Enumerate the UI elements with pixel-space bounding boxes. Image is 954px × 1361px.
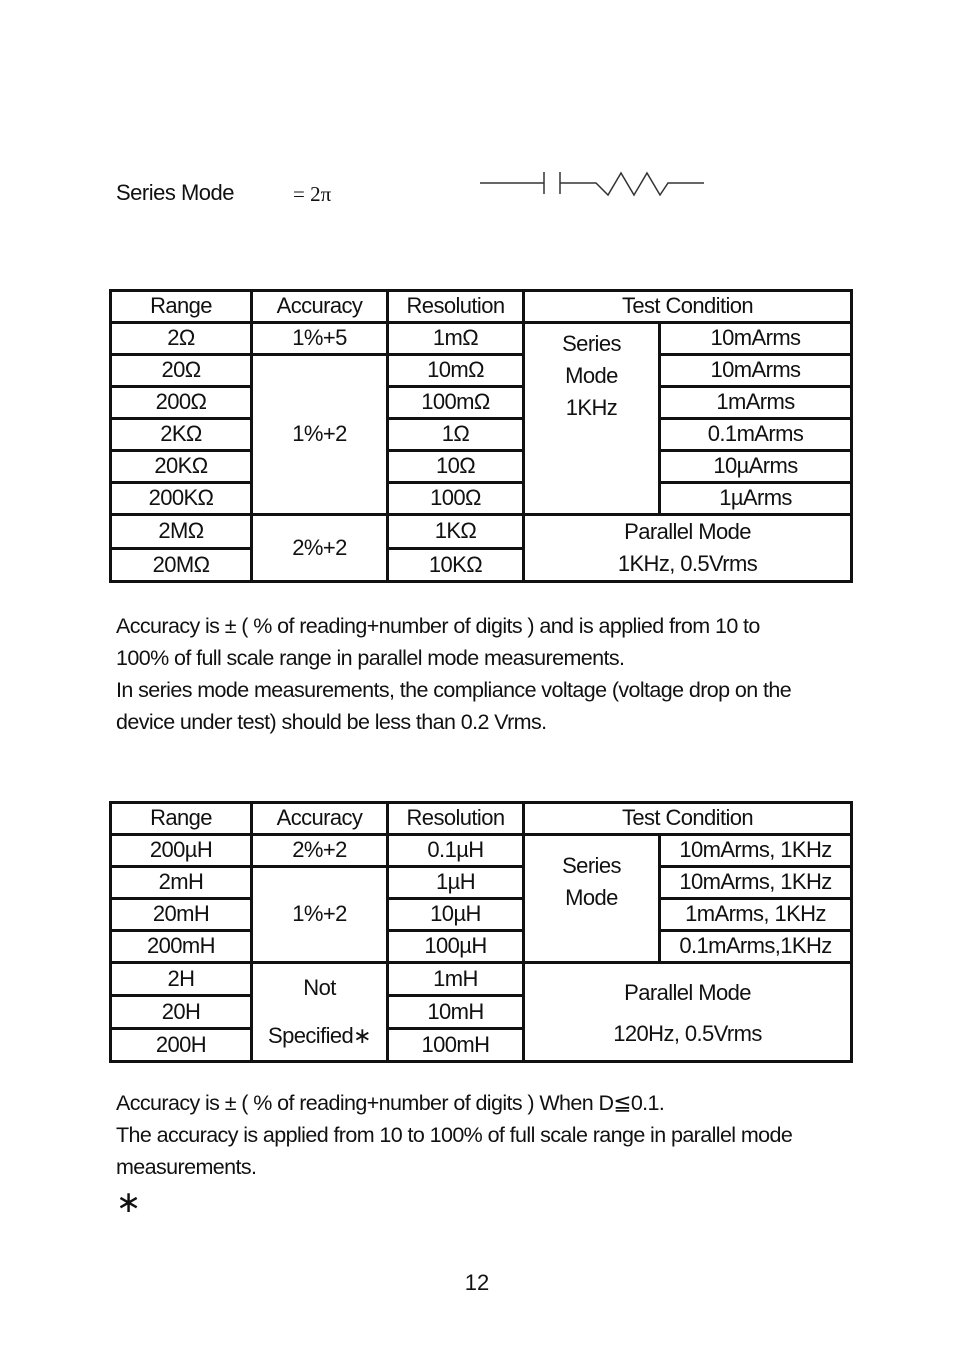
accuracy-cell: 2%+2: [252, 835, 388, 867]
table-row: [111, 291, 852, 323]
footnote-star: ∗: [116, 1186, 142, 1219]
resolution-cell: 10mH: [388, 996, 524, 1029]
parallel-mode-condition: [524, 515, 852, 582]
note-line: In series mode measurements, the compliance voltage (voltage drop on the: [116, 678, 792, 702]
range-cell: 20mH: [111, 899, 252, 931]
accuracy-cell: 1%+2: [252, 867, 388, 963]
range-cell: 200mH: [111, 931, 252, 963]
table-row: [111, 355, 852, 387]
table-row: [111, 899, 852, 931]
table-row: [111, 803, 852, 835]
note-line: The accuracy is applied from 10 to 100% of full scale range in parallel mode: [116, 1123, 793, 1147]
current-cell: 1mArms: [660, 387, 852, 419]
range-cell: 2mH: [111, 867, 252, 899]
capacitor-resistor-symbol: [478, 168, 708, 200]
note-line: device under test) should be less than 0.2 Vrms.: [116, 710, 547, 734]
table-row: [111, 835, 852, 867]
range-cell: 20Ω: [111, 355, 252, 387]
accuracy-cell: 1%+2: [252, 355, 388, 515]
resolution-cell: 100mH: [388, 1029, 524, 1062]
header-range: Range: [111, 803, 252, 835]
range-cell: 200Ω: [111, 387, 252, 419]
not-line: Not: [303, 975, 336, 1000]
parallel-freq-line: 1KHz, 0.5Vrms: [617, 551, 758, 576]
current-cell: 10µArms: [660, 451, 852, 483]
range-cell: 20MΩ: [111, 548, 252, 582]
table-row: [111, 451, 852, 483]
current-cell: 10mArms, 1KHz: [660, 835, 852, 867]
resolution-cell: 1mΩ: [388, 323, 524, 355]
current-cell: 1µArms: [660, 483, 852, 515]
range-cell: 20KΩ: [111, 451, 252, 483]
header-test-condition: Test Condition: [524, 803, 852, 835]
table-row: [111, 931, 852, 963]
parallel-mode-condition: [524, 963, 852, 1062]
table-row: [111, 515, 852, 549]
resolution-cell: 100mΩ: [388, 387, 524, 419]
inductance-spec-table: [109, 801, 853, 1063]
note-line: measurements.: [116, 1155, 257, 1179]
series-line: Series: [562, 853, 621, 878]
table-row: [111, 419, 852, 451]
series-mode-formula: = 2π: [293, 182, 332, 206]
table-row: [111, 867, 852, 899]
resolution-cell: 10µH: [388, 899, 524, 931]
accuracy-cell: 1%+5: [252, 323, 388, 355]
header-range: Range: [111, 291, 252, 323]
specified-line: Specified∗: [268, 1023, 371, 1048]
table-row: [111, 323, 852, 355]
current-cell: 10mArms: [660, 355, 852, 387]
note-line: 100% of full scale range in parallel mode measurements.: [116, 646, 625, 670]
mode-line: Mode: [565, 885, 618, 910]
resolution-cell: 1Ω: [388, 419, 524, 451]
resolution-cell: 10mΩ: [388, 355, 524, 387]
resistance-spec-table: [109, 289, 853, 583]
range-cell: 200H: [111, 1029, 252, 1062]
range-cell: 200µH: [111, 835, 252, 867]
mode-line: Mode: [565, 363, 618, 388]
page-number: 12: [464, 1270, 490, 1295]
range-cell: 2H: [111, 963, 252, 996]
note-line: Accuracy is ± ( % of reading+number of digits ) When D≦0.1.: [116, 1091, 665, 1115]
series-mode-condition: [524, 835, 660, 963]
not-specified-cell: [252, 963, 388, 1062]
range-cell: 2MΩ: [111, 515, 252, 549]
series-mode-label: Series Mode: [116, 180, 235, 205]
frequency-line: 1KHz: [565, 395, 618, 420]
header-resolution: Resolution: [388, 803, 524, 835]
current-cell: 0.1mArms,1KHz: [660, 931, 852, 963]
series-line: Series: [562, 331, 621, 356]
accuracy-note-2: [116, 1087, 876, 1183]
header-accuracy: Accuracy: [252, 291, 388, 323]
series-mode-condition: [524, 323, 660, 515]
header-resolution: Resolution: [388, 291, 524, 323]
range-cell: 2KΩ: [111, 419, 252, 451]
current-cell: 10mArms, 1KHz: [660, 867, 852, 899]
header-test-condition: Test Condition: [524, 291, 852, 323]
accuracy-cell: 2%+2: [252, 515, 388, 582]
table-row: [111, 483, 852, 515]
range-cell: 20H: [111, 996, 252, 1029]
header-accuracy: Accuracy: [252, 803, 388, 835]
accuracy-note-1: [116, 610, 876, 738]
range-cell: 200KΩ: [111, 483, 252, 515]
parallel-freq-line: 120Hz, 0.5Vrms: [613, 1021, 762, 1046]
note-line: Accuracy is ± ( % of reading+number of digits ) and is applied from 10 to: [116, 614, 760, 638]
current-cell: 1mArms, 1KHz: [660, 899, 852, 931]
resolution-cell: 0.1µH: [388, 835, 524, 867]
parallel-mode-line: Parallel Mode: [624, 519, 751, 544]
current-cell: 10mArms: [660, 323, 852, 355]
resolution-cell: 10Ω: [388, 451, 524, 483]
resolution-cell: 10KΩ: [388, 548, 524, 582]
resolution-cell: 1KΩ: [388, 515, 524, 549]
resolution-cell: 1mH: [388, 963, 524, 996]
resolution-cell: 100Ω: [388, 483, 524, 515]
resolution-cell: 100µH: [388, 931, 524, 963]
resolution-cell: 1µH: [388, 867, 524, 899]
table-row: [111, 963, 852, 996]
parallel-mode-line: Parallel Mode: [624, 980, 751, 1005]
range-cell: 2Ω: [111, 323, 252, 355]
current-cell: 0.1mArms: [660, 419, 852, 451]
table-row: [111, 387, 852, 419]
